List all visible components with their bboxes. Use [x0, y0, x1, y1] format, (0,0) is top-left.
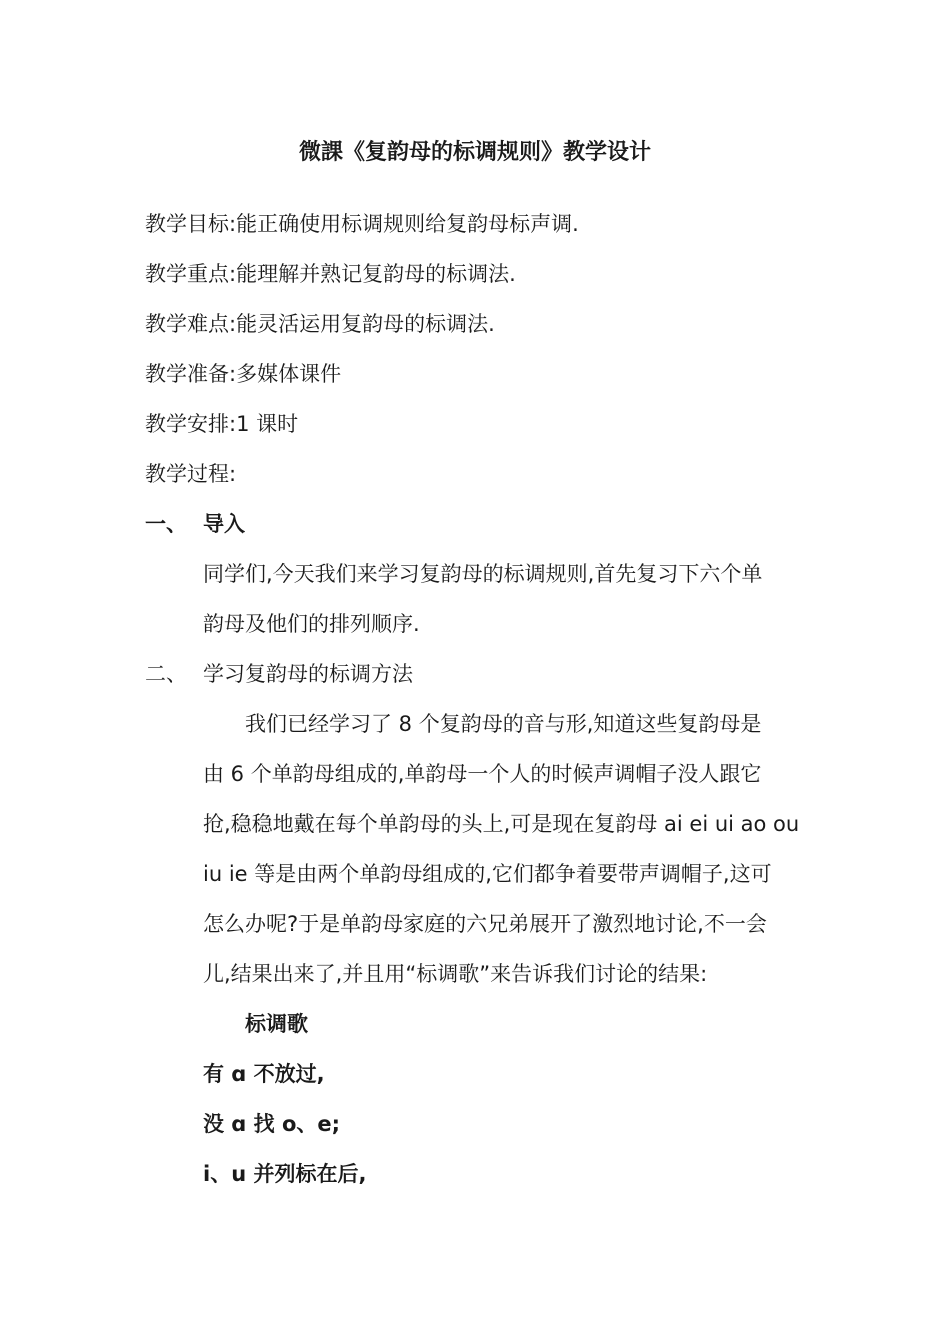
section-2-number: 二、	[145, 662, 187, 686]
section-1-number: 一、	[145, 512, 187, 536]
teaching-difficulty: 教学难点:能灵活运用复韵母的标调法.	[145, 312, 495, 336]
section-1-heading: 导入	[203, 512, 245, 536]
song-line: 有 ɑ 不放过,	[203, 1062, 325, 1086]
section-2-paragraph-line: iu ie 等是由两个单韵母组成的,它们都争着要带声调帽子,这可	[203, 862, 772, 886]
song-title: 标调歌	[245, 1012, 308, 1036]
document-title: 微課《复韵母的标调规则》教学设计	[298, 140, 651, 165]
section-2-paragraph-line: 抢,稳稳地戴在每个单韵母的头上,可是现在复韵母 ai ei ui ao ou	[203, 812, 800, 836]
teaching-key-point: 教学重点:能理解并熟记复韵母的标调法.	[145, 262, 516, 286]
section-2-paragraph-line: 儿,结果出来了,并且用“标调歌”来告诉我们讨论的结果:	[203, 962, 708, 986]
teaching-objective: 教学目标:能正确使用标调规则给复韵母标声调.	[145, 212, 579, 236]
teaching-preparation: 教学准备:多媒体课件	[145, 362, 342, 386]
song-line: i、u 并列标在后,	[203, 1162, 367, 1186]
section-2-paragraph-line: 怎么办呢?于是单韵母家庭的六兄弟展开了激烈地讨论,不一会	[203, 912, 767, 936]
section-2-paragraph-line: 由 6 个单韵母组成的,单韵母一个人的时候声调帽子没人跟它	[203, 762, 762, 786]
section-2-paragraph-line: 我们已经学习了 8 个复韵母的音与形,知道这些复韵母是	[245, 712, 762, 736]
song-line: 没 ɑ 找 o、e;	[203, 1112, 341, 1136]
teaching-process-label: 教学过程:	[145, 462, 237, 486]
section-1-paragraph-line: 同学们,今天我们来学习复韵母的标调规则,首先复习下六个单	[203, 562, 763, 586]
section-2-heading: 学习复韵母的标调方法	[203, 662, 413, 686]
section-1-paragraph-line: 韵母及他们的排列顺序.	[203, 612, 420, 636]
teaching-arrangement: 教学安排:1 课时	[145, 412, 299, 436]
